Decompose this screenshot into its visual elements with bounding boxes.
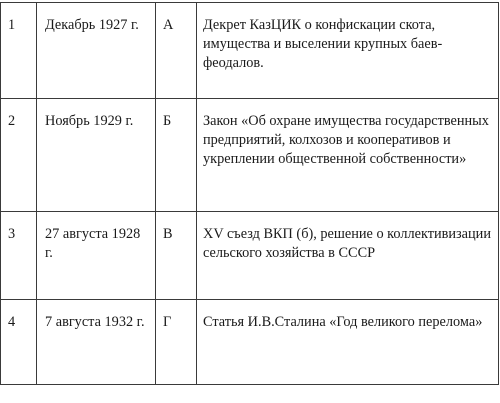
table-row (1, 212, 499, 300)
row-letter: Г (156, 300, 197, 385)
table-row (1, 300, 499, 385)
row-letter: Б (156, 99, 197, 212)
table-row (1, 99, 499, 212)
row-letter: А (156, 3, 197, 99)
row-date: Ноябрь 1929 г. (37, 99, 156, 212)
row-letter: В (156, 212, 197, 300)
row-date: 27 августа 1928 г. (37, 212, 156, 300)
matching-table (0, 2, 499, 385)
row-number: 4 (1, 300, 37, 385)
row-number: 3 (1, 212, 37, 300)
row-description: Статья И.В.Сталина «Год великого перелома» (197, 300, 499, 385)
row-number: 1 (1, 3, 37, 99)
row-date: Декабрь 1927 г. (37, 3, 156, 99)
row-description: Закон «Об охране имущества государственных предприятий, колхозов и кооперативов и укреплении общественной собственности» (197, 99, 499, 212)
row-number: 2 (1, 99, 37, 212)
table-row (1, 3, 499, 99)
row-description: Декрет КазЦИК о конфискации скота, имущества и выселении крупных баев-феодалов. (197, 3, 499, 99)
row-description: XV съезд ВКП (б), решение о коллективизации сельского хозяйства в СССР (197, 212, 499, 300)
row-date: 7 августа 1932 г. (37, 300, 156, 385)
